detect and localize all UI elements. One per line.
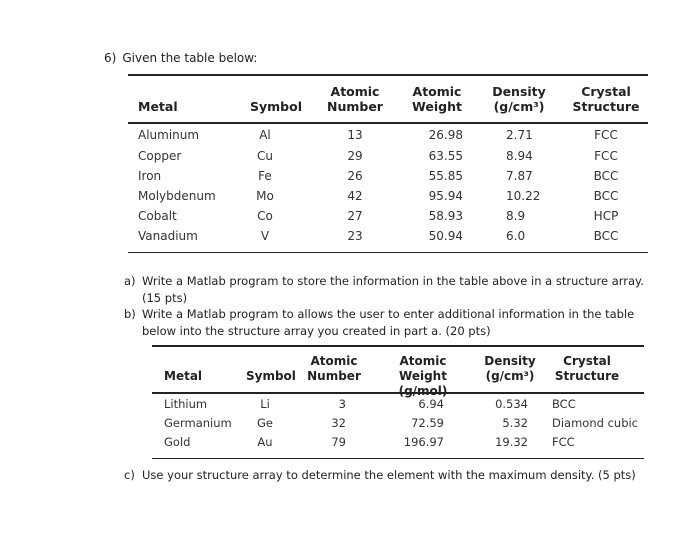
header-atomic-weight — [406, 84, 468, 114]
part-a-text-line2: (15 pts) — [142, 291, 188, 305]
cell-number: 27 — [347, 209, 363, 223]
cell-density: 10.22 — [506, 189, 541, 203]
cell-structure: FCC — [594, 149, 618, 163]
header-line: (g/cm³) — [493, 99, 545, 114]
header-line: Atomic Weight — [399, 354, 447, 383]
cell-symbol: Fe — [258, 169, 272, 183]
cell-metal: Germanium — [164, 416, 232, 430]
header-line: Number — [327, 99, 383, 114]
header-line: Structure — [572, 99, 640, 114]
header-line: Crystal — [581, 84, 631, 99]
part-a-text-line1: Write a Matlab program to store the information in the table above in a structure array. — [142, 274, 644, 288]
cell-structure: HCP — [593, 209, 619, 223]
header-line: Number — [307, 369, 361, 383]
cell-number: 32 — [331, 416, 346, 430]
header-line: Atomic — [330, 84, 380, 99]
cell-symbol: Al — [259, 128, 271, 142]
cell-metal: Molybdenum — [138, 189, 216, 203]
cell-symbol: Cu — [257, 149, 273, 163]
cell-number: 42 — [347, 189, 363, 203]
cell-metal: Vanadium — [138, 229, 198, 243]
additional-elements-table — [152, 345, 644, 461]
cell-number: 3 — [338, 397, 346, 411]
cell-density: 19.32 — [495, 435, 528, 449]
header-symbol: Symbol — [250, 99, 302, 114]
cell-density: 7.87 — [506, 169, 533, 183]
header-crystal-structure — [552, 354, 622, 384]
cell-structure: BCC — [593, 169, 619, 183]
cell-structure: BCC — [552, 397, 576, 411]
table-bottom-rule — [152, 458, 644, 459]
question-number: 6) — [104, 51, 117, 65]
cell-density: 0.534 — [495, 397, 528, 411]
table-bottom-rule — [128, 252, 648, 253]
cell-weight: 26.98 — [428, 128, 463, 142]
cell-metal: Gold — [164, 435, 191, 449]
cell-number: 29 — [347, 149, 363, 163]
cell-density: 6.0 — [506, 229, 526, 243]
table-top-rule — [152, 345, 644, 347]
cell-symbol: Mo — [256, 189, 274, 203]
header-atomic-number — [304, 354, 364, 384]
header-line: Density — [492, 84, 546, 99]
part-c-text: Use your structure array to determine the element with the maximum density. (5 pts) — [142, 468, 636, 482]
part-b-label: b) — [124, 307, 136, 321]
table-top-rule — [128, 74, 648, 76]
header-line: (g/mol) — [398, 384, 448, 398]
part-c — [124, 466, 644, 486]
table-header-rule — [128, 122, 648, 124]
cell-structure: FCC — [594, 128, 618, 142]
cell-weight: 72.59 — [411, 416, 444, 430]
cell-weight: 196.97 — [403, 435, 444, 449]
cell-number: 23 — [347, 229, 363, 243]
cell-symbol: Co — [257, 209, 273, 223]
header-metal: Metal — [164, 369, 203, 383]
cell-symbol: Ge — [257, 416, 273, 430]
header-density — [488, 84, 550, 114]
cell-number: 13 — [347, 128, 363, 142]
header-crystal-structure — [570, 84, 642, 114]
cell-density: 5.32 — [502, 416, 528, 430]
part-b-text-line2: below into the structure array you created in part a. (20 pts) — [142, 324, 491, 338]
cell-metal: Aluminum — [138, 128, 200, 142]
cell-density: 8.9 — [506, 209, 526, 223]
part-a-label: a) — [124, 274, 136, 288]
cell-weight: 63.55 — [428, 149, 463, 163]
header-line: (g/cm³) — [485, 369, 535, 383]
part-b-text-line1: Write a Matlab program to allows the user to enter additional information in the table — [142, 307, 635, 321]
header-atomic-number — [324, 84, 386, 114]
cell-structure: FCC — [552, 435, 575, 449]
cell-weight: 6.94 — [418, 397, 444, 411]
cell-symbol: Au — [257, 435, 273, 449]
cell-weight: 95.94 — [428, 189, 463, 203]
cell-metal: Copper — [138, 149, 182, 163]
cell-weight: 50.94 — [428, 229, 463, 243]
header-atomic-weight — [374, 354, 472, 399]
elements-table — [128, 74, 648, 254]
header-line: Atomic — [412, 84, 462, 99]
header-line: Density — [484, 354, 536, 368]
question-heading — [104, 51, 263, 65]
header-line: Weight — [412, 99, 462, 114]
cell-metal: Iron — [138, 169, 162, 183]
cell-number: 79 — [331, 435, 346, 449]
header-symbol: Symbol — [246, 369, 296, 383]
header-line: Crystal — [563, 354, 611, 368]
cell-symbol: Li — [260, 397, 270, 411]
cell-density: 2.71 — [506, 128, 533, 142]
cell-structure: BCC — [593, 229, 619, 243]
cell-metal: Cobalt — [138, 209, 177, 223]
part-c-label: c) — [124, 468, 135, 482]
cell-symbol: V — [260, 229, 270, 243]
cell-structure: BCC — [593, 189, 619, 203]
cell-metal: Lithium — [164, 397, 208, 411]
cell-structure: Diamond cubic — [552, 416, 639, 430]
part-b — [124, 305, 644, 345]
header-line: Atomic — [310, 354, 358, 368]
header-metal: Metal — [138, 99, 178, 114]
cell-density: 8.94 — [506, 149, 533, 163]
question-text: Given the table below: — [122, 51, 258, 65]
header-line: Structure — [554, 369, 620, 383]
cell-number: 26 — [347, 169, 363, 183]
header-density — [480, 354, 540, 384]
cell-weight: 58.93 — [428, 209, 463, 223]
cell-weight: 55.85 — [428, 169, 463, 183]
